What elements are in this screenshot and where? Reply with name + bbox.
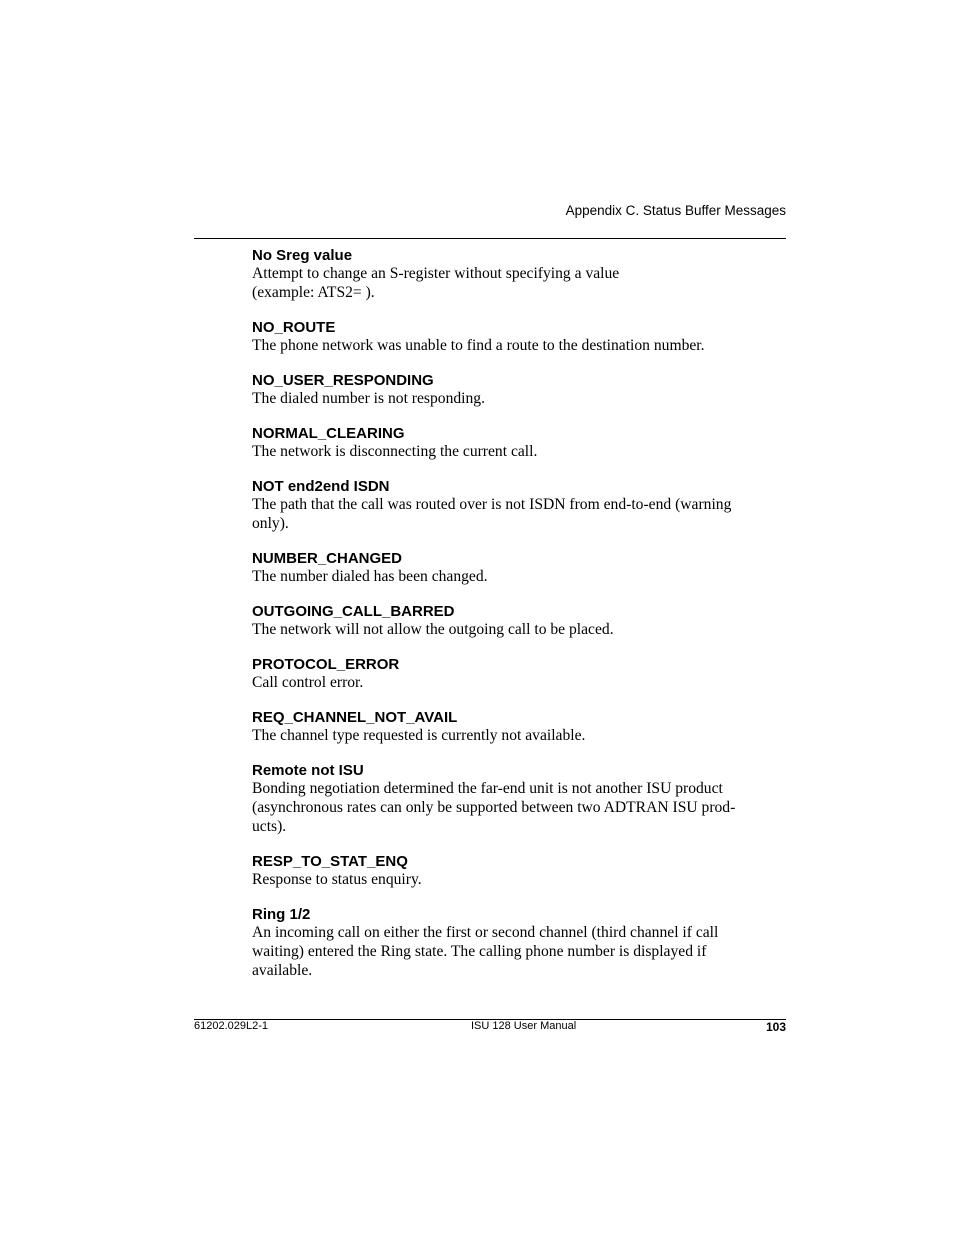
description-line: waiting) entered the Ring state. The calling phone number is displayed if <box>252 943 707 960</box>
footer-page-number: 103 <box>765 1020 786 1034</box>
description-line: only). <box>252 515 289 532</box>
message-entry <box>252 372 788 408</box>
message-term: NO_USER_RESPONDING <box>252 372 434 389</box>
description-line: Response to status enquiry. <box>252 871 422 888</box>
message-term: NUMBER_CHANGED <box>252 550 403 567</box>
message-description <box>252 389 788 408</box>
message-entry <box>252 478 788 533</box>
message-description <box>252 264 788 302</box>
message-description <box>252 442 788 461</box>
message-entry <box>252 762 788 836</box>
description-line: ucts). <box>252 818 287 835</box>
message-entry <box>252 656 788 692</box>
message-entry <box>252 550 788 586</box>
message-description <box>252 336 788 355</box>
message-description <box>252 779 788 836</box>
description-line: available. <box>252 962 313 979</box>
message-entry <box>252 247 788 302</box>
message-term: Remote not ISU <box>252 762 364 779</box>
message-description <box>252 726 788 745</box>
message-description <box>252 923 788 980</box>
message-term: Ring 1/2 <box>252 906 311 923</box>
description-line: The phone network was unable to find a route to the destination number. <box>252 337 705 354</box>
message-description <box>252 567 788 586</box>
message-term: REQ_CHANNEL_NOT_AVAIL <box>252 709 458 726</box>
description-line: Call control error. <box>252 674 364 691</box>
message-term: No Sreg value <box>252 247 353 264</box>
message-description <box>252 620 788 639</box>
message-description <box>252 673 788 692</box>
description-line: The network is disconnecting the current call. <box>252 443 538 460</box>
description-line: The network will not allow the outgoing call to be placed. <box>252 621 614 638</box>
message-entry <box>252 603 788 639</box>
message-list <box>252 247 788 997</box>
description-line: (asynchronous rates can only be supported between two ADTRAN ISU prod- <box>252 799 736 816</box>
message-term: NOT end2end ISDN <box>252 478 390 495</box>
description-line: Attempt to change an S-register without specifying a value <box>252 265 620 282</box>
message-term: NORMAL_CLEARING <box>252 425 405 442</box>
message-term: OUTGOING_CALL_BARRED <box>252 603 455 620</box>
description-line: The number dialed has been changed. <box>252 568 488 585</box>
message-entry <box>252 853 788 889</box>
message-term: NO_ROUTE <box>252 319 336 336</box>
description-line: The dialed number is not responding. <box>252 390 485 407</box>
description-line: An incoming call on either the first or second channel (third channel if call <box>252 924 719 941</box>
message-entry <box>252 906 788 980</box>
running-header: Appendix C. Status Buffer Messages <box>565 203 786 218</box>
message-description <box>252 495 788 533</box>
footer-manual-title: ISU 128 User Manual <box>471 1020 577 1032</box>
message-entry <box>252 709 788 745</box>
message-entry <box>252 319 788 355</box>
footer-doc-number: 61202.029L2-1 <box>194 1020 269 1032</box>
message-term: PROTOCOL_ERROR <box>252 656 400 673</box>
header-rule <box>194 238 786 239</box>
description-line: (example: ATS2= ). <box>252 284 375 301</box>
message-description <box>252 870 788 889</box>
message-entry <box>252 425 788 461</box>
description-line: Bonding negotiation determined the far-end unit is not another ISU product <box>252 780 723 797</box>
description-line: The path that the call was routed over is not ISDN from end-to-end (warning <box>252 496 732 513</box>
message-term: RESP_TO_STAT_ENQ <box>252 853 408 870</box>
description-line: The channel type requested is currently not available. <box>252 727 586 744</box>
